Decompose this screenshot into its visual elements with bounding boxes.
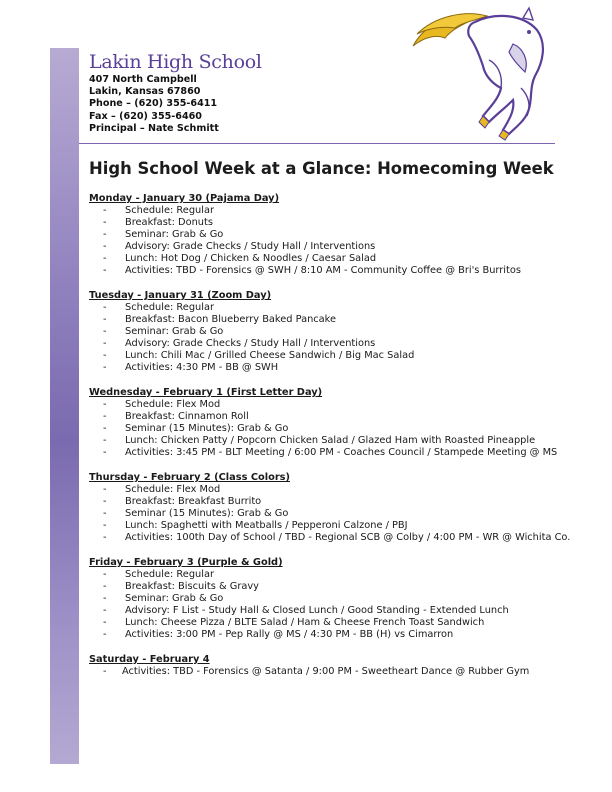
list-item: - Activities: 4:30 PM - BB @ SWH: [103, 362, 279, 373]
day-heading: Saturday - February 4: [89, 654, 210, 665]
address-line-1: 407 North Campbell: [89, 74, 197, 85]
day-heading: Tuesday - January 31 (Zoom Day): [89, 290, 272, 301]
decorative-sidebar: [50, 48, 79, 764]
list-item: - Activities: TBD - Forensics @ SWH / 8:10 AM - Community Coffee @ Bri's Burritos: [103, 265, 521, 276]
day-heading: Wednesday - February 1 (First Letter Day): [89, 387, 323, 398]
list-item: - Lunch: Cheese Pizza / BLTE Salad / Ham & Cheese French Toast Sandwich: [103, 617, 485, 628]
day-section-monday: [89, 193, 589, 277]
list-item: - Schedule: Regular: [103, 302, 215, 313]
week-schedule: [89, 193, 589, 691]
mustang-logo-icon: [405, 4, 555, 144]
day-heading: Monday - January 30 (Pajama Day): [89, 193, 280, 204]
list-item: - Advisory: Grade Checks / Study Hall / Interventions: [103, 338, 376, 349]
list-item: - Schedule: Flex Mod: [103, 399, 221, 410]
list-item: - Advisory: F List - Study Hall & Closed Lunch / Good Standing - Extended Lunch: [103, 605, 509, 616]
list-item: - Lunch: Chili Mac / Grilled Cheese Sandwich / Big Mac Salad: [103, 350, 415, 361]
list-item: - Activities: 100th Day of School / TBD - Regional SCB @ Colby / 4:00 PM - WR @ Wichita Co.: [103, 532, 571, 543]
day-section-friday: [89, 557, 589, 641]
school-name: Lakin High School: [89, 51, 262, 73]
list-item: - Seminar: Grab & Go: [103, 229, 224, 240]
list-item: - Activities: TBD - Forensics @ Satanta / 9:00 PM - Sweetheart Dance @ Rubber Gym: [103, 666, 530, 677]
header-divider: [79, 143, 555, 144]
list-item: - Lunch: Hot Dog / Chicken & Noodles / Caesar Salad: [103, 253, 377, 264]
list-item: - Advisory: Grade Checks / Study Hall / Interventions: [103, 241, 376, 252]
day-section-tuesday: [89, 290, 589, 374]
list-item: - Activities: 3:00 PM - Pep Rally @ MS / 4:30 PM - BB (H) vs Cimarron: [103, 629, 454, 640]
list-item: - Schedule: Regular: [103, 205, 215, 216]
list-item: - Breakfast: Bacon Blueberry Baked Pancake: [103, 314, 337, 325]
list-item: - Breakfast: Cinnamon Roll: [103, 411, 249, 422]
list-item: - Seminar (15 Minutes): Grab & Go: [103, 423, 289, 434]
list-item: - Lunch: Chicken Patty / Popcorn Chicken Salad / Glazed Ham with Roasted Pineapple: [103, 435, 536, 446]
list-item: - Breakfast: Biscuits & Gravy: [103, 581, 259, 592]
list-item: - Schedule: Regular: [103, 569, 215, 580]
list-item: - Breakfast: Breakfast Burrito: [103, 496, 262, 507]
address-line-2: Lakin, Kansas 67860: [89, 86, 201, 98]
list-item: - Schedule: Flex Mod: [103, 484, 221, 495]
day-heading: Friday - February 3 (Purple & Gold): [89, 557, 283, 568]
day-section-saturday: [89, 654, 589, 678]
school-header: [89, 50, 262, 135]
list-item: - Seminar: Grab & Go: [103, 593, 224, 604]
day-section-wednesday: [89, 387, 589, 459]
phone-number: Phone – (620) 355-6411: [89, 98, 218, 110]
list-item: - Lunch: Spaghetti with Meatballs / Pepperoni Calzone / PBJ: [103, 520, 408, 531]
fax-number: Fax – (620) 355-6460: [89, 110, 202, 122]
principal-name: Principal – Nate Schmitt: [89, 122, 219, 134]
day-heading: Thursday - February 2 (Class Colors): [89, 472, 290, 483]
list-item: - Seminar (15 Minutes): Grab & Go: [103, 508, 289, 519]
page-title: High School Week at a Glance: Homecoming Week: [89, 159, 554, 178]
list-item: - Seminar: Grab & Go: [103, 326, 224, 337]
day-section-thursday: [89, 472, 589, 544]
list-item: - Breakfast: Donuts: [103, 217, 213, 228]
list-item: - Activities: 3:45 PM - BLT Meeting / 6:00 PM - Coaches Council / Stampede Meeting @ MS: [103, 447, 558, 458]
